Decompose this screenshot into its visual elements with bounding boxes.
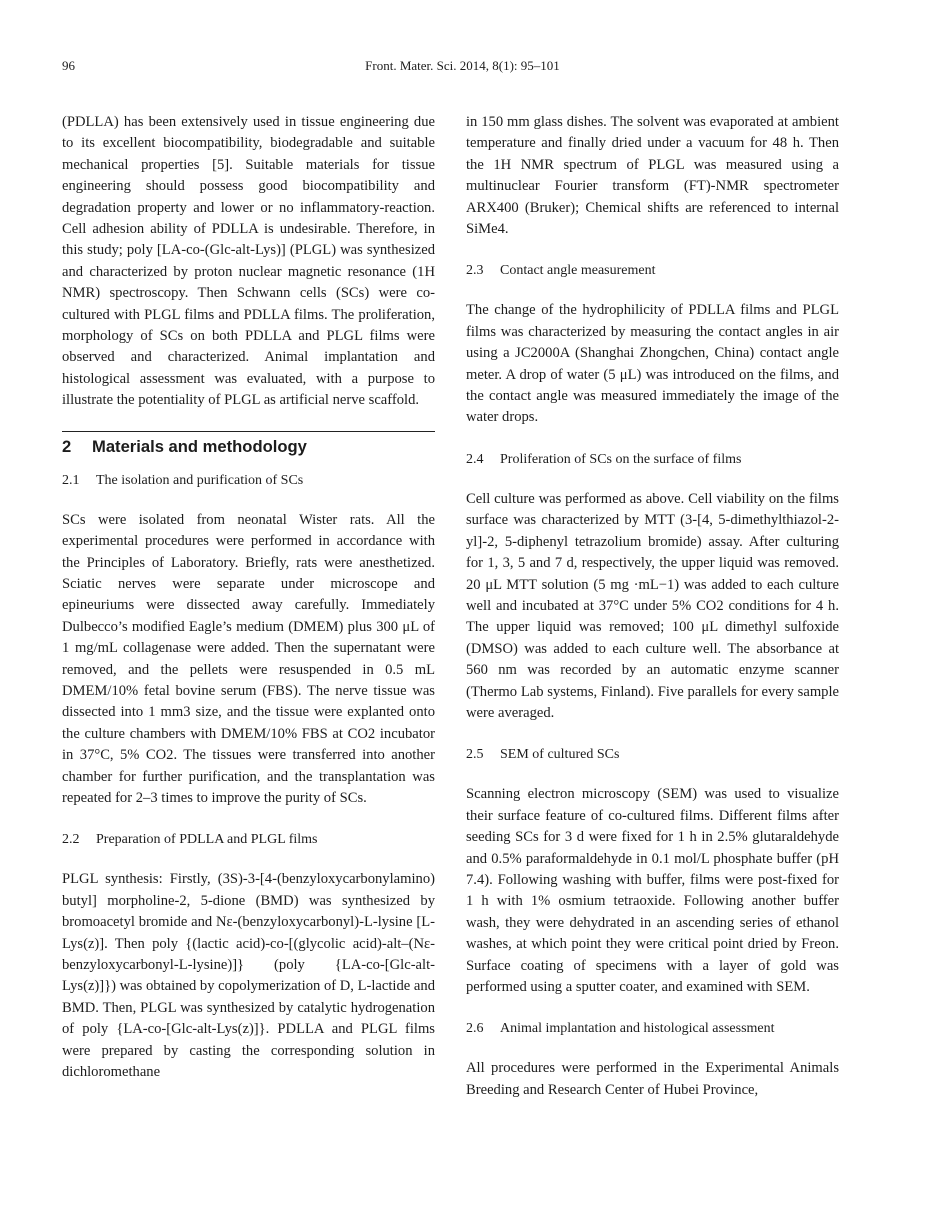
page-header (0, 58, 925, 78)
paragraph-2-6: All procedures were performed in the Experimental Animals Breeding and Research Center of Hubei Province, (466, 1060, 839, 1098)
section-number: 2 (62, 436, 72, 456)
subsection-title: Animal implantation and histological assessment (500, 1021, 775, 1037)
subsection-title: Contact angle measurement (500, 263, 656, 279)
subsection-number: 2.3 (466, 263, 484, 279)
subsection-number: 2.6 (466, 1021, 484, 1037)
paragraph-2-3: The change of the hydrophilicity of PDLLA films and PLGL films was characterized by measuring the contact angles in air using a JC2000A (Shanghai Zhongchen, China) contact angle meter. A drop of water (5 μL) was introduced on the films, and the contact angle was measured immediately the image of the water drops. (466, 302, 839, 426)
journal-citation: Front. Mater. Sci. 2014, 8(1): 95–101 (365, 58, 560, 73)
subsection-title: Preparation of PDLLA and PLGL films (96, 832, 318, 848)
subsection-number: 2.1 (62, 472, 80, 488)
left-column (62, 112, 435, 1083)
paragraph-2-2: PLGL synthesis: Firstly, (3S)-3-[4-(benzyloxycarbonylamino) butyl] morpholine-2, 5-dione (BMD) was synthesized by bromoacetyl bromide and Nε-(benzyloxycarbonyl)-L-lysine [L-Lys(z)]. Then poly {(lactic acid)-co-[(glycolic acid)-alt–(Nε-benzyloxycarbonyl-L-lysine)]} (poly {LA-co-[Glc-alt-Lys(z)]}) was obtained by copolymerization of D, L-lactide and BMD. Then, PLGL was synthesized by catalytic hydrogenation of poly {LA-co-[Glc-alt-Lys(z)]}. PDLLA and PLGL films were prepared by casting the corresponding solution in dichloromethane (62, 871, 435, 1081)
subsection-title: Proliferation of SCs on the surface of films (500, 451, 742, 467)
subsection-heading-2-3 (466, 260, 839, 300)
right-column (466, 112, 839, 1101)
section-heading-2 (62, 431, 435, 470)
paragraph-2-2-continued: in 150 mm glass dishes. The solvent was evaporated at ambient temperature and finally dried under a vacuum for 48 h. Then the 1H NMR spectrum of PLGL was measured using a multinuclear Fourier transform (FT)-NMR spectrometer ARX400 (Bruker); Chemical shifts are referenced to internal SiMe4. (466, 114, 839, 238)
subsection-heading-2-5 (466, 744, 839, 784)
subsection-number: 2.2 (62, 832, 80, 848)
section-title: Materials and methodology (92, 436, 307, 456)
intro-paragraph: (PDLLA) has been extensively used in tissue engineering due to its excellent biocompatibility, biodegradable and suitable mechanical properties [5]. Suitable materials for tissue engineering should possess good biocompatibility and degradation property and lower or no inflammatory-reaction. Cell adhesion ability of PDLLA is undesirable. Therefore, in this study; poly [LA-co-(Glc-alt-Lys)] (PLGL) was synthesized and characterized by proton nuclear magnetic resonance (1H NMR) spectroscopy. Then Schwann cells (SCs) were co-cultured with PLGL films and PDLLA films. The proliferation, morphology of SCs on both PDLLA and PLGL films were observed and characterized. Animal implantation and histological assessment was evaluated, with a purpose to illustrate the potentiality of PLGL as artificial nerve scaffold. (62, 114, 435, 409)
subsection-number: 2.5 (466, 747, 484, 763)
subsection-heading-2-1 (62, 470, 435, 510)
page-number: 96 (62, 58, 75, 73)
paragraph-2-1: SCs were isolated from neonatal Wister rats. All the experimental procedures were performed in accordance with the Principles of Laboratory. Briefly, rats were anesthetized. Sciatic nerves were separate under microscope and epineuriums were dissected away carefully. Immediately Dulbecco’s modified Eagle’s medium (DMEM) plus 300 μL of 1 mg/mL collagenase were added. Then the supernatant were removed, and the pellets were resuspended in 0.5 mL DMEM/10% fetal bovine serum (FBS). The nerve tissue was dissected into 1 mm3 size, and the tissue were explanted onto the culture chambers with DMEM/10% FBS at CO2 incubator in 37°C, 5% CO2. The tissues were transferred into another chamber for further purification, and the transplantation was repeated for 2–3 times to improve the purity of SCs. (62, 511, 435, 806)
paragraph-2-5: Scanning electron microscopy (SEM) was used to visualize their surface feature of co-cultured films. Different films after seeding SCs for 3 d were fixed for 1 h in 2.5% glutaraldehyde and 0.5% paraformaldehyde in 0.1 mol/L phosphate buffer (pH 7.4). Following washing with buffer, films were post-fixed for 1 h with 1% osmium tetraoxide. Following another buffer wash, they were dehydrated in an ascending series of ethanol washes, at which point they were critical point dried by Freon. Surface coating of specimens with a layer of gold was performed using a sputter coater, and examined with SEM. (466, 786, 839, 995)
subsection-heading-2-4 (466, 449, 839, 489)
subsection-title: SEM of cultured SCs (500, 747, 620, 763)
subsection-heading-2-2 (62, 829, 435, 869)
subsection-title: The isolation and purification of SCs (96, 472, 304, 488)
subsection-number: 2.4 (466, 451, 484, 467)
paragraph-2-4: Cell culture was performed as above. Cell viability on the films surface was characterized by MTT (3-[4, 5-dimethylthiazol-2-yl]-2, 5-diphenyl tetrazolium bromide) assay. After culturing for 1, 3, 5 and 7 d, respectively, the upper liquid was removed. 20 μL MTT solution (5 mg ·mL−1) was added to each culture well and incubated at 37°C under 5% CO2 conditions for 4 h. The upper liquid was removed; 100 μL dimethyl sulfoxide (DMSO) was added to each culture well. The absorbance at 560 nm was recorded by an automatic enzyme scanner (Thermo Lab systems, Finland). Five parallels for every sample were averaged. (466, 490, 839, 721)
subsection-heading-2-6 (466, 1018, 839, 1058)
